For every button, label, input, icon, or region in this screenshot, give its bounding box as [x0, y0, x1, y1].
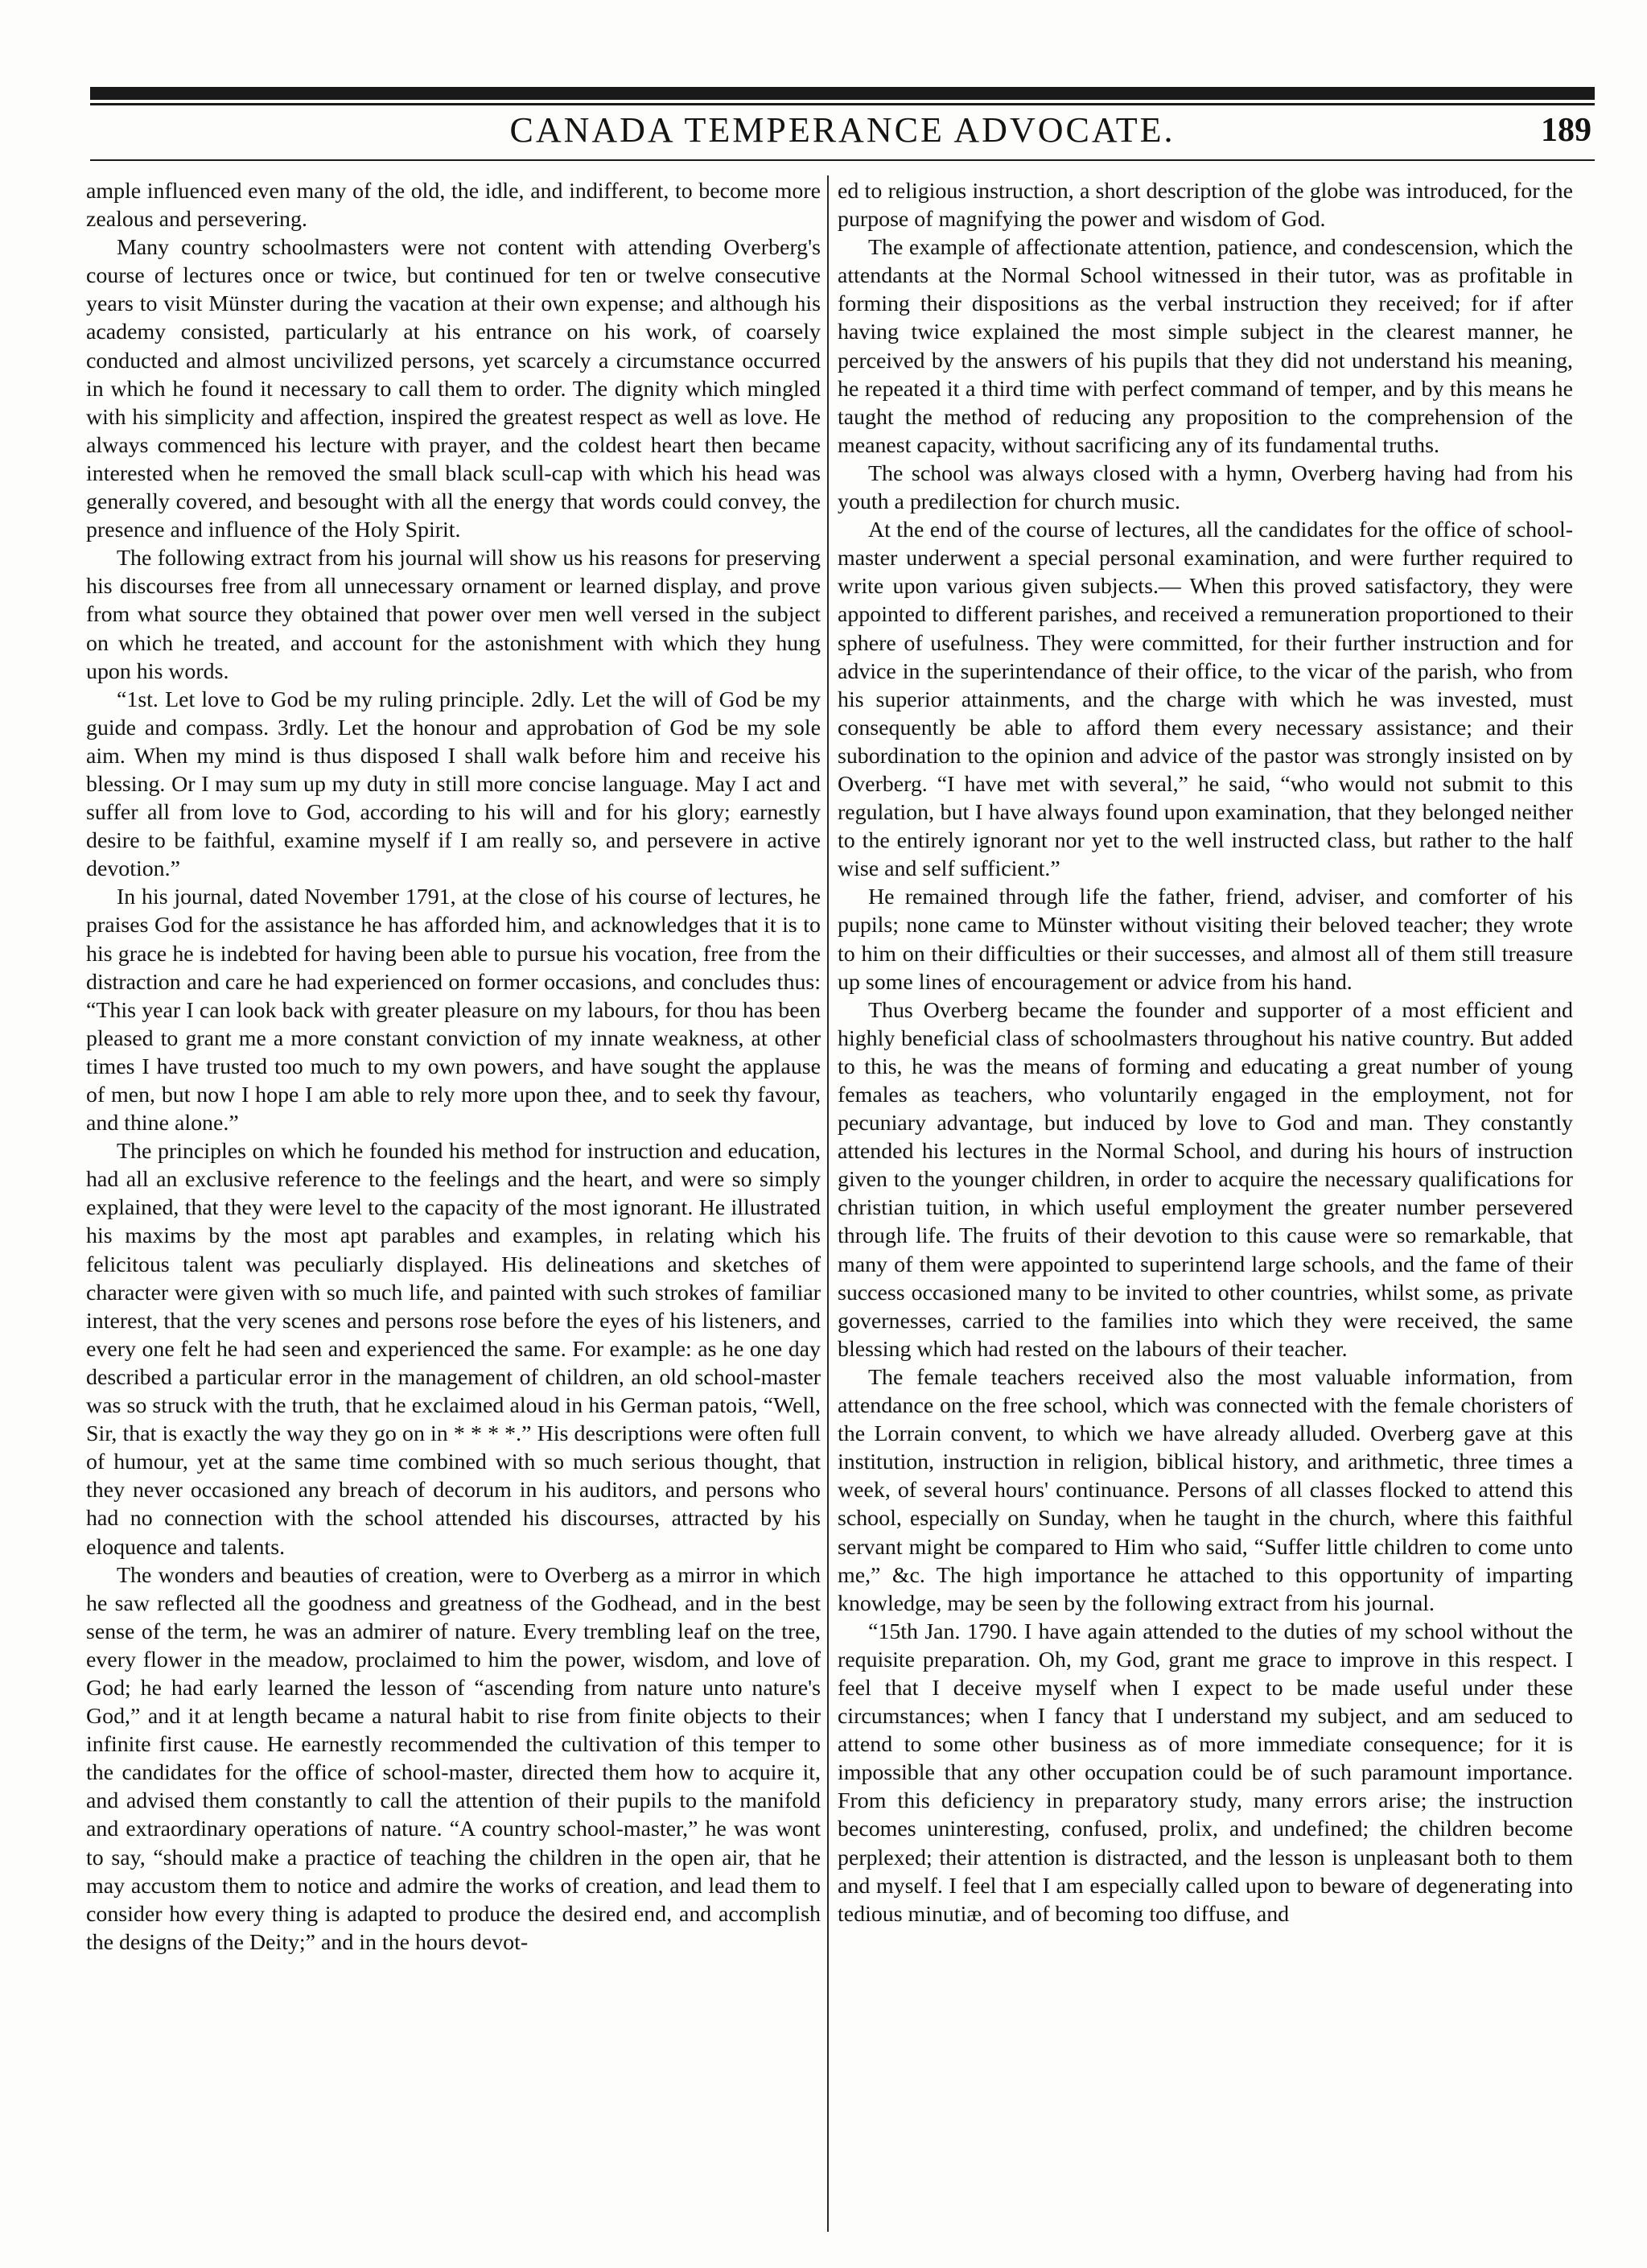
- paragraph: “1st. Let love to God be my ruling principle. 2dly. Let the will of God be my guide and compass. 3rdly. Let the honour and approbation of God be my sole aim. When my mind is thus disposed I shall walk before him and receive his blessing. Or I may sum up my duty in still more concise language. May I act and suffer all from love to God, according to his will and for his glory; earnestly desire to be faithful, examine myself if I am really so, and persevere in active devotion.”: [86, 687, 821, 882]
- column-divider: [827, 175, 829, 2232]
- paragraph: The school was always closed with a hymn, Overberg having had from his youth a predilection for church music.: [838, 460, 1573, 515]
- paragraph: ample influenced even many of the old, the idle, and indifferent, to become more zealous and persevering.: [86, 179, 821, 233]
- paragraph: ed to religious instruction, a short description of the globe was introduced, for the purpose of magnifying the power and wisdom of God.: [838, 179, 1573, 233]
- paragraph: At the end of the course of lectures, all the candidates for the office of school-master underwent a special personal examination, and were further required to write upon various given subjects.— When this proved satisfactory, they were appointed to different parishes, and received a remuneration proportioned to their sphere of usefulness. They were committed, for their further instruction and for advice in the superintendance of their office, to the vicar of the parish, who from his superior attainments, and the charge with which he was invested, must consequently be able to afford them every necessary assistance; and their subordination to the opinion and advice of the pastor was strongly insisted on by Overberg. “I have met with several,” he said, “who would not submit to this regulation, but I have always found upon examination, that they belonged neither to the entirely ignorant nor yet to the well instructed class, but rather to the half wise and self sufficient.”: [838, 518, 1573, 882]
- paragraph: “15th Jan. 1790. I have again attended to the duties of my school without the requisite preparation. Oh, my God, grant me grace to improve in this respect. I feel that I deceive myself when I expect to be made useful under these circumstances; when I fancy that I understand my subject, and am seduced to attend to some other business as of more immediate consequence; for it is impossible that any other occupation could be of such paramount importance. From this deficiency in preparatory study, many errors arise; the instruction becomes uninteresting, confused, prolix, and undefined; the children become perplexed; their attention is distracted, and the lesson is unpleasant both to them and myself. I feel that I am especially called upon to beware of degenerating into tedious minutiæ, and of becoming too diffuse, and: [838, 1619, 1573, 1927]
- left-column: [86, 177, 821, 2237]
- paragraph: The example of affectionate attention, patience, and condescension, which the attendants at the Normal School witnessed in their tutor, was as profitable in forming their dispositions as the verbal instruction they received; for if after having twice explained the most simple subject in the clearest manner, he perceived by the answers of his pupils that they did not understand his meaning, he repeated it a third time with perfect command of temper, and by this means he taught the method of reducing any proposition to the comprehension of the meanest capacity, without sacrificing any of its fundamental truths.: [838, 235, 1573, 458]
- running-title: CANADA TEMPERANCE ADVOCATE.: [509, 110, 1176, 150]
- top-border-rule: [90, 87, 1595, 100]
- top-border-thin-rule: [90, 103, 1595, 105]
- paragraph: The wonders and beauties of creation, were to Overberg as a mirror in which he saw reflected all the goodness and greatness of the Godhead, and in the best sense of the term, he was an admirer of nature. Every trembling leaf on the tree, every flower in the meadow, proclaimed to him the power, wisdom, and love of God; he had early learned the lesson of “ascending from nature unto nature's God,” and it at length became a natural habit to rise from finite objects to their infinite first cause. He earnestly recommended the cultivation of this temper to the candidates for the office of school-master, directed them how to acquire it, and advised them constantly to call the attention of their pupils to the manifold and extraordinary operations of nature. “A country school-master,” he was wont to say, “should make a practice of teaching the children in the open air, that he may accustom them to notice and admire the works of creation, and lead them to consider how every thing is adapted to produce the desired end, and accomplish the designs of the Deity;” and in the hours devot-: [86, 1562, 821, 1955]
- paragraph: He remained through life the father, friend, adviser, and comforter of his pupils; none came to Münster without visiting their beloved teacher; they wrote to him on their difficulties or their successes, and almost all of them still treasure up some lines of encouragement or advice from his hand.: [838, 885, 1573, 995]
- page-header: [90, 106, 1595, 163]
- paragraph: In his journal, dated November 1791, at the close of his course of lectures, he praises God for the assistance he has afforded him, and acknowledges that it is to his grace he is indebted for having been able to pursue his vocation, free from the distraction and care he had experienced on former occasions, and concludes thus: “This year I can look back with greater pleasure on my labours, for thou has been pleased to grant me a more constant conviction of my innate weakness, at other times I have trusted too much to my own powers, and have sought the applause of men, but now I hope I am able to rely more upon thee, and to seek thy favour, and thine alone.”: [86, 885, 821, 1136]
- paragraph: The following extract from his journal will show us his reasons for preserving his discourses free from all unnecessary ornament or learned display, and prove from what source they obtained that power over men well versed in the subject on which he treated, and account for the astonishment with which they hung upon his words.: [86, 546, 821, 684]
- page-number: 189: [1541, 112, 1591, 149]
- right-column: [838, 177, 1573, 2237]
- paragraph: The principles on which he founded his method for instruction and education, had all an exclusive reference to the feelings and the heart, and were so simply explained, that they were level to the capacity of the most ignorant. He illustrated his maxims by the most apt parables and examples, in relating which his felicitous talent was peculiarly displayed. His delineations and sketches of character were given with so much life, and painted with such strokes of familiar interest, that the very scenes and persons rose before the eyes of his listeners, and every one felt he had seen and experienced the same. For example: as he one day described a particular error in the management of children, an old school-master was so struck with the truth, that he exclaimed aloud in his German patois, “Well, Sir, that is exactly the way they go on in * * * *.” His descriptions were often full of humour, yet at the same time combined with so much serious thought, that they never occasioned any breach of decorum in his auditors, and persons who had no connection with the school attended his discourses, attracted by his eloquence and talents.: [86, 1139, 821, 1560]
- paragraph: Thus Overberg became the founder and supporter of a most efficient and highly beneficial class of schoolmasters throughout his native country. But added to this, he was the means of forming and educating a great number of young females as teachers, who voluntarily engaged in the employment, not for pecuniary advantage, but induced by love to God and man. They constantly attended his lectures in the Normal School, and during his hours of instruction given to the younger children, in order to acquire the necessary qualifications for christian tuition, in which useful employment the greater number persevered through life. The fruits of their devotion to this cause were so remarkable, that many of them were appointed to superintend large schools, and the fame of their success occasioned many to be invited to other countries, whilst some, as private governesses, carried to the families into which they were received, the same blessing which had rested on the labours of their teacher.: [838, 997, 1573, 1362]
- paragraph: The female teachers received also the most valuable information, from attendance on the free school, which was connected with the female choristers of the Lorrain convent, to which we have already alluded. Overberg gave at this institution, instruction in religion, biblical history, and arithmetic, three times a week, of several hours' continuance. Persons of all classes flocked to attend this school, especially on Sunday, when he taught in the church, where this faithful servant might be compared to Him who said, “Suffer little children to come unto me,” &c. The high importance he attached to this opportunity of imparting knowledge, may be seen by the following extract from his journal.: [838, 1364, 1573, 1616]
- header-rule: [90, 159, 1595, 161]
- paragraph: Many country schoolmasters were not content with attending Overberg's course of lectures once or twice, but continued for ten or twelve consecutive years to visit Münster during the vacation at their own expense; and although his academy consisted, particularly at his entrance on his work, of coarsely conducted and almost uncivilized persons, yet scarcely a circumstance occurred in which he found it necessary to call them to order. The dignity which mingled with his simplicity and affection, inspired the greatest respect as well as love. He always commenced his lecture with prayer, and the coldest heart then became interested when he removed the small black scull-cap with which his head was generally covered, and besought with all the energy that words could convey, the presence and influence of the Holy Spirit.: [86, 235, 821, 543]
